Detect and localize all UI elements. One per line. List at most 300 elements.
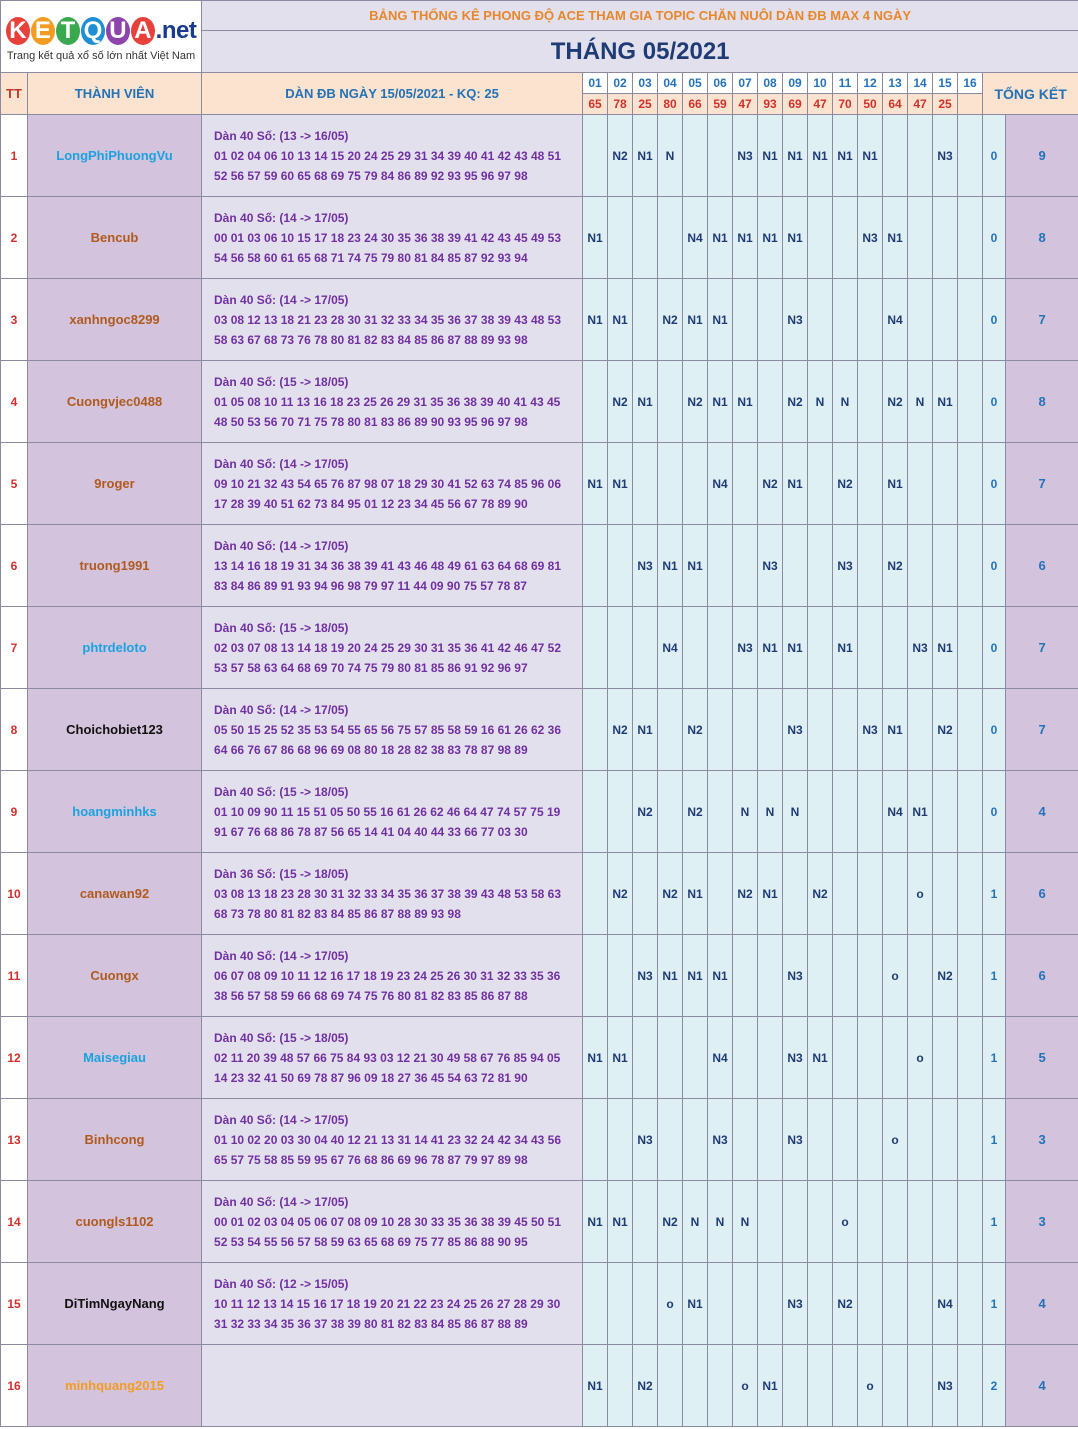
day-cell: N2 — [733, 853, 758, 935]
member-name[interactable]: phtrdeloto — [28, 607, 202, 689]
day-cell — [708, 525, 733, 607]
row-number: 3 — [1, 279, 28, 361]
day-header: 07 — [733, 73, 758, 94]
day-header: 03 — [633, 73, 658, 94]
day-cell: N1 — [783, 443, 808, 525]
day-result: 80 — [658, 94, 683, 115]
day-cell: N1 — [758, 197, 783, 279]
day-cell: N1 — [608, 1017, 633, 1099]
member-name[interactable]: xanhngoc8299 — [28, 279, 202, 361]
day-cell — [858, 525, 883, 607]
day-header: 10 — [808, 73, 833, 94]
member-row — [1, 525, 1078, 607]
day-cell — [933, 443, 958, 525]
day-cell: N3 — [933, 115, 958, 197]
banner-title: BẢNG THỐNG KÊ PHONG ĐỘ ACE THAM GIA TOPIC CHĂN NUÔI DÀN ĐB MAX 4 NGÀY — [202, 1, 1078, 31]
day-cell — [808, 771, 833, 853]
day-cell: N3 — [783, 1263, 808, 1345]
member-row — [1, 607, 1078, 689]
dan-numbers — [202, 525, 583, 607]
member-row — [1, 853, 1078, 935]
day-header: 16 — [958, 73, 983, 94]
day-result: 47 — [733, 94, 758, 115]
day-cell — [958, 689, 983, 771]
day-cell — [933, 1181, 958, 1263]
total-count: 4 — [1006, 1263, 1078, 1345]
logo-letter: A — [131, 17, 155, 45]
day-cell — [583, 853, 608, 935]
day-cell — [683, 115, 708, 197]
day-cell: N1 — [633, 361, 658, 443]
logo-tagline: Trang kết quả xổ số lớn nhất Việt Nam — [6, 49, 196, 62]
day-result: 69 — [783, 94, 808, 115]
member-name[interactable]: minhquang2015 — [28, 1345, 202, 1427]
day-cell: o — [883, 1099, 908, 1181]
total-count: 4 — [1006, 771, 1078, 853]
day-cell: N3 — [783, 689, 808, 771]
day-cell — [608, 197, 633, 279]
day-cell — [758, 1181, 783, 1263]
day-cell — [808, 689, 833, 771]
day-cell: N2 — [608, 361, 633, 443]
day-header: 15 — [933, 73, 958, 94]
day-cell: N3 — [708, 1099, 733, 1181]
day-cell — [883, 1263, 908, 1345]
dan-line2: 53 57 58 63 64 68 69 70 74 75 79 80 81 85 86 91 92 96 97 — [214, 660, 528, 675]
day-cell — [883, 1345, 908, 1427]
day-cell — [908, 279, 933, 361]
day-header: 06 — [708, 73, 733, 94]
day-cell — [908, 1345, 933, 1427]
day-cell — [883, 607, 908, 689]
day-cell: N4 — [883, 771, 908, 853]
dan-title: Dàn 40 Số: (15 -> 18/05) — [214, 784, 349, 799]
day-cell: N3 — [633, 935, 658, 1017]
day-cell — [708, 689, 733, 771]
day-cell — [908, 1181, 933, 1263]
member-row — [1, 1099, 1078, 1181]
day-cell — [858, 771, 883, 853]
day-cell — [883, 115, 908, 197]
day-cell — [833, 689, 858, 771]
day-cell — [608, 607, 633, 689]
dan-numbers — [202, 1017, 583, 1099]
row-number: 14 — [1, 1181, 28, 1263]
dan-title: Dàn 40 Số: (14 -> 17/05) — [214, 1194, 349, 1209]
day-cell — [708, 1345, 733, 1427]
logo-letter: E — [31, 17, 55, 45]
hit-count: 0 — [983, 361, 1006, 443]
day-cell — [608, 1099, 633, 1181]
day-cell — [808, 1181, 833, 1263]
day-cell — [608, 935, 633, 1017]
day-cell — [758, 689, 783, 771]
dan-numbers — [202, 607, 583, 689]
day-header: 11 — [833, 73, 858, 94]
dan-line1: 01 10 09 90 11 15 51 05 50 55 16 61 26 62 46 64 47 74 57 75 19 — [214, 804, 561, 819]
day-cell: N1 — [808, 115, 833, 197]
member-name[interactable]: Bencub — [28, 197, 202, 279]
total-count: 7 — [1006, 279, 1078, 361]
day-cell: N2 — [658, 279, 683, 361]
day-cell: N1 — [733, 361, 758, 443]
member-name[interactable]: canawan92 — [28, 853, 202, 935]
member-name[interactable]: LongPhiPhuongVu — [28, 115, 202, 197]
day-cell: N2 — [658, 853, 683, 935]
dan-title: Dàn 40 Số: (14 -> 17/05) — [214, 948, 349, 963]
dan-line2: 91 67 76 68 86 78 87 56 65 14 41 04 40 44 33 66 77 03 30 — [214, 824, 528, 839]
day-cell: N1 — [933, 607, 958, 689]
day-cell — [758, 1099, 783, 1181]
day-cell — [708, 1263, 733, 1345]
row-number: 6 — [1, 525, 28, 607]
day-cell: N1 — [758, 607, 783, 689]
day-cell: N2 — [783, 361, 808, 443]
day-cell — [583, 1099, 608, 1181]
hit-count: 0 — [983, 115, 1006, 197]
day-header: 13 — [883, 73, 908, 94]
day-result — [958, 94, 983, 115]
hit-count: 0 — [983, 443, 1006, 525]
day-cell — [958, 197, 983, 279]
dan-line2: 52 56 57 59 60 65 68 69 75 79 84 86 89 92 93 95 96 97 98 — [214, 168, 528, 183]
dan-numbers — [202, 935, 583, 1017]
dan-line1: 06 07 08 09 10 11 12 16 17 18 19 23 24 25 26 30 31 32 33 35 36 — [214, 968, 561, 983]
day-result: 66 — [683, 94, 708, 115]
day-header: 02 — [608, 73, 633, 94]
total-count: 7 — [1006, 689, 1078, 771]
dan-line1: 10 11 12 13 14 15 16 17 18 19 20 21 22 23 24 25 26 27 28 29 30 — [214, 1296, 561, 1311]
day-cell — [833, 279, 858, 361]
dan-numbers — [202, 689, 583, 771]
day-cell: N — [808, 361, 833, 443]
day-result: 50 — [858, 94, 883, 115]
day-cell — [758, 1263, 783, 1345]
ketqua-logo[interactable] — [1, 12, 201, 47]
day-cell: N3 — [783, 1017, 808, 1099]
row-number: 5 — [1, 443, 28, 525]
day-cell: N — [733, 771, 758, 853]
dan-line2: 64 66 76 67 86 68 96 69 08 80 18 28 82 38 83 78 87 98 89 — [214, 742, 528, 757]
day-cell: N1 — [708, 361, 733, 443]
day-cell — [883, 1181, 908, 1263]
day-cell — [958, 1099, 983, 1181]
day-cell: N1 — [908, 771, 933, 853]
day-cell — [658, 1017, 683, 1099]
day-cell: N3 — [733, 607, 758, 689]
day-cell — [933, 525, 958, 607]
day-cell — [733, 443, 758, 525]
dan-line1: 02 03 07 08 13 14 18 19 20 24 25 29 30 31 35 36 41 42 46 47 52 — [214, 640, 561, 655]
total-count: 8 — [1006, 361, 1078, 443]
day-cell — [833, 1017, 858, 1099]
day-cell — [658, 1345, 683, 1427]
row-number: 4 — [1, 361, 28, 443]
day-cell — [633, 853, 658, 935]
header-tt: TT — [1, 73, 28, 115]
dan-title: Dàn 40 Số: (14 -> 17/05) — [214, 702, 349, 717]
logo-suffix: .net — [155, 16, 197, 44]
day-cell: N2 — [658, 1181, 683, 1263]
day-cell — [833, 1345, 858, 1427]
dan-title: Dàn 40 Số: (15 -> 18/05) — [214, 374, 349, 389]
hit-count: 0 — [983, 689, 1006, 771]
total-count: 6 — [1006, 935, 1078, 1017]
day-cell — [833, 197, 858, 279]
dan-line1: 00 01 03 06 10 15 17 18 23 24 30 35 36 38 39 41 42 43 45 49 53 — [214, 230, 561, 245]
day-cell — [908, 1263, 933, 1345]
day-header: 08 — [758, 73, 783, 94]
day-cell: N4 — [683, 197, 708, 279]
dan-numbers — [202, 115, 583, 197]
day-cell: N — [758, 771, 783, 853]
day-cell: N1 — [733, 197, 758, 279]
row-number: 10 — [1, 853, 28, 935]
dan-line2: 68 73 78 80 81 82 83 84 85 86 87 88 89 93 98 — [214, 906, 461, 921]
day-cell — [908, 525, 933, 607]
day-cell: N1 — [883, 197, 908, 279]
day-cell: o — [908, 853, 933, 935]
day-cell — [758, 935, 783, 1017]
hit-count: 2 — [983, 1345, 1006, 1427]
day-cell — [708, 115, 733, 197]
dan-line2: 65 57 75 58 85 59 95 67 76 68 86 69 96 78 87 79 97 89 98 — [214, 1152, 528, 1167]
dan-title: Dàn 40 Số: (14 -> 17/05) — [214, 210, 349, 225]
day-cell: N1 — [608, 279, 633, 361]
day-result: 64 — [883, 94, 908, 115]
total-count: 3 — [1006, 1099, 1078, 1181]
day-cell — [858, 1099, 883, 1181]
day-cell — [808, 197, 833, 279]
header-member: THÀNH VIÊN — [28, 73, 202, 115]
dan-line2: 52 53 54 55 56 57 58 59 63 65 68 69 75 77 85 86 88 90 95 — [214, 1234, 528, 1249]
day-cell: N2 — [833, 443, 858, 525]
day-cell — [733, 525, 758, 607]
member-name[interactable]: cuongls1102 — [28, 1181, 202, 1263]
dan-line2: 38 56 57 58 59 66 68 69 74 75 76 80 81 82 83 85 86 87 88 — [214, 988, 528, 1003]
dan-line2: 48 50 53 56 70 71 75 78 80 81 83 86 89 90 93 95 96 97 98 — [214, 414, 528, 429]
day-cell — [958, 607, 983, 689]
day-cell — [833, 771, 858, 853]
member-name[interactable]: hoangminhks — [28, 771, 202, 853]
day-cell: N1 — [583, 279, 608, 361]
day-cell: N2 — [933, 935, 958, 1017]
day-cell — [858, 279, 883, 361]
dan-title: Dàn 40 Số: (14 -> 17/05) — [214, 456, 349, 471]
hit-count: 1 — [983, 1017, 1006, 1099]
day-cell: o — [858, 1345, 883, 1427]
day-cell — [783, 853, 808, 935]
day-cell — [958, 935, 983, 1017]
dan-line1: 01 02 04 06 10 13 14 15 20 24 25 29 31 34 39 40 41 42 43 48 51 — [214, 148, 561, 163]
day-cell: N1 — [608, 1181, 633, 1263]
day-cell — [833, 853, 858, 935]
day-cell: N — [708, 1181, 733, 1263]
dan-line1: 01 05 08 10 11 13 16 18 23 25 26 29 31 35 36 38 39 40 41 43 45 — [214, 394, 561, 409]
member-row — [1, 771, 1078, 853]
day-cell: N1 — [858, 115, 883, 197]
day-cell: N1 — [783, 115, 808, 197]
dan-title: Dàn 40 Số: (14 -> 17/05) — [214, 538, 349, 553]
day-cell: N1 — [633, 115, 658, 197]
dan-numbers — [202, 1263, 583, 1345]
day-cell — [633, 197, 658, 279]
day-cell: N1 — [708, 279, 733, 361]
day-cell: N1 — [708, 197, 733, 279]
day-cell — [858, 1017, 883, 1099]
member-name[interactable]: 9roger — [28, 443, 202, 525]
row-number: 13 — [1, 1099, 28, 1181]
day-cell — [933, 853, 958, 935]
day-cell — [908, 443, 933, 525]
day-cell: N1 — [683, 1263, 708, 1345]
day-cell: N1 — [658, 525, 683, 607]
logo-letter: T — [56, 17, 80, 45]
day-cell: o — [908, 1017, 933, 1099]
day-cell — [633, 1181, 658, 1263]
day-cell — [808, 1345, 833, 1427]
day-cell: N4 — [883, 279, 908, 361]
day-cell: N3 — [783, 279, 808, 361]
day-cell — [933, 197, 958, 279]
member-name[interactable]: DiTimNgayNang — [28, 1263, 202, 1345]
dan-line1: 05 50 15 25 52 35 53 54 55 65 56 75 57 85 58 59 16 61 26 62 36 — [214, 722, 561, 737]
day-cell — [858, 361, 883, 443]
dan-numbers — [202, 1345, 583, 1427]
row-number: 12 — [1, 1017, 28, 1099]
day-cell — [633, 1017, 658, 1099]
day-cell: N3 — [858, 689, 883, 771]
day-result: 59 — [708, 94, 733, 115]
day-header: 09 — [783, 73, 808, 94]
dan-numbers — [202, 771, 583, 853]
day-cell: N — [683, 1181, 708, 1263]
day-cell — [583, 607, 608, 689]
day-cell — [958, 771, 983, 853]
day-cell — [933, 279, 958, 361]
day-cell — [583, 935, 608, 1017]
day-cell: N2 — [608, 853, 633, 935]
day-header: 01 — [583, 73, 608, 94]
day-cell: N3 — [758, 525, 783, 607]
day-cell: N1 — [758, 1345, 783, 1427]
day-cell — [908, 115, 933, 197]
day-cell — [658, 361, 683, 443]
member-name[interactable]: Binhcong — [28, 1099, 202, 1181]
day-cell: N1 — [633, 689, 658, 771]
total-count: 6 — [1006, 525, 1078, 607]
day-cell — [808, 1099, 833, 1181]
dan-numbers — [202, 1181, 583, 1263]
day-cell — [633, 1263, 658, 1345]
day-cell: N1 — [583, 197, 608, 279]
day-cell: N1 — [583, 1345, 608, 1427]
day-cell: N4 — [658, 607, 683, 689]
member-name[interactable]: Cuongvjec0488 — [28, 361, 202, 443]
day-cell — [758, 1017, 783, 1099]
day-cell: N1 — [758, 115, 783, 197]
month-title: THÁNG 05/2021 — [202, 31, 1078, 73]
logo-letter: Q — [81, 17, 105, 45]
day-cell: N1 — [708, 935, 733, 1017]
day-cell — [808, 1263, 833, 1345]
member-name[interactable]: truong1991 — [28, 525, 202, 607]
day-cell — [583, 771, 608, 853]
dan-title: Dàn 36 Số: (15 -> 18/05) — [214, 866, 349, 881]
day-result: 65 — [583, 94, 608, 115]
member-name[interactable]: Cuongx — [28, 935, 202, 1017]
day-cell — [658, 1099, 683, 1181]
day-cell — [958, 853, 983, 935]
day-cell — [958, 443, 983, 525]
dan-numbers — [202, 853, 583, 935]
day-cell: N2 — [633, 1345, 658, 1427]
total-count: 5 — [1006, 1017, 1078, 1099]
day-cell — [608, 1263, 633, 1345]
member-name[interactable]: Maisegiau — [28, 1017, 202, 1099]
day-cell — [908, 689, 933, 771]
day-cell: N3 — [833, 525, 858, 607]
day-cell — [608, 525, 633, 607]
day-cell — [583, 115, 608, 197]
day-cell — [958, 361, 983, 443]
day-cell: N1 — [683, 935, 708, 1017]
day-cell: N — [658, 115, 683, 197]
row-number: 2 — [1, 197, 28, 279]
member-name[interactable]: Choichobiet123 — [28, 689, 202, 771]
day-cell: N1 — [683, 525, 708, 607]
day-cell — [958, 1181, 983, 1263]
day-cell — [783, 1345, 808, 1427]
member-row — [1, 361, 1078, 443]
total-count: 9 — [1006, 115, 1078, 197]
day-cell — [583, 1263, 608, 1345]
day-cell: N2 — [833, 1263, 858, 1345]
member-row — [1, 1263, 1078, 1345]
dan-title: Dàn 40 Số: (14 -> 17/05) — [214, 1112, 349, 1127]
day-cell — [933, 1099, 958, 1181]
day-cell: N3 — [783, 935, 808, 1017]
day-cell — [958, 279, 983, 361]
dan-line2: 54 56 58 60 61 65 68 71 74 75 79 80 81 84 85 87 92 93 94 — [214, 250, 528, 265]
day-result: 70 — [833, 94, 858, 115]
day-cell: N3 — [633, 525, 658, 607]
day-cell: N1 — [833, 607, 858, 689]
hit-count: 0 — [983, 607, 1006, 689]
day-cell: N2 — [683, 361, 708, 443]
row-number: 15 — [1, 1263, 28, 1345]
member-row — [1, 689, 1078, 771]
day-cell — [908, 197, 933, 279]
day-cell: N1 — [583, 443, 608, 525]
day-result: 47 — [808, 94, 833, 115]
total-count: 6 — [1006, 853, 1078, 935]
day-cell — [583, 689, 608, 771]
hit-count: 1 — [983, 935, 1006, 1017]
dan-title: Dàn 40 Số: (15 -> 18/05) — [214, 620, 349, 635]
member-row — [1, 279, 1078, 361]
day-cell — [733, 935, 758, 1017]
day-cell: N1 — [933, 361, 958, 443]
day-cell — [683, 443, 708, 525]
dan-line2: 83 84 86 89 91 93 94 96 98 79 97 11 44 09 90 75 57 78 87 — [214, 578, 527, 593]
day-cell: N — [833, 361, 858, 443]
day-cell: N3 — [733, 115, 758, 197]
total-count: 8 — [1006, 197, 1078, 279]
day-cell — [958, 115, 983, 197]
day-cell — [783, 1181, 808, 1263]
logo-block[interactable] — [1, 1, 202, 73]
